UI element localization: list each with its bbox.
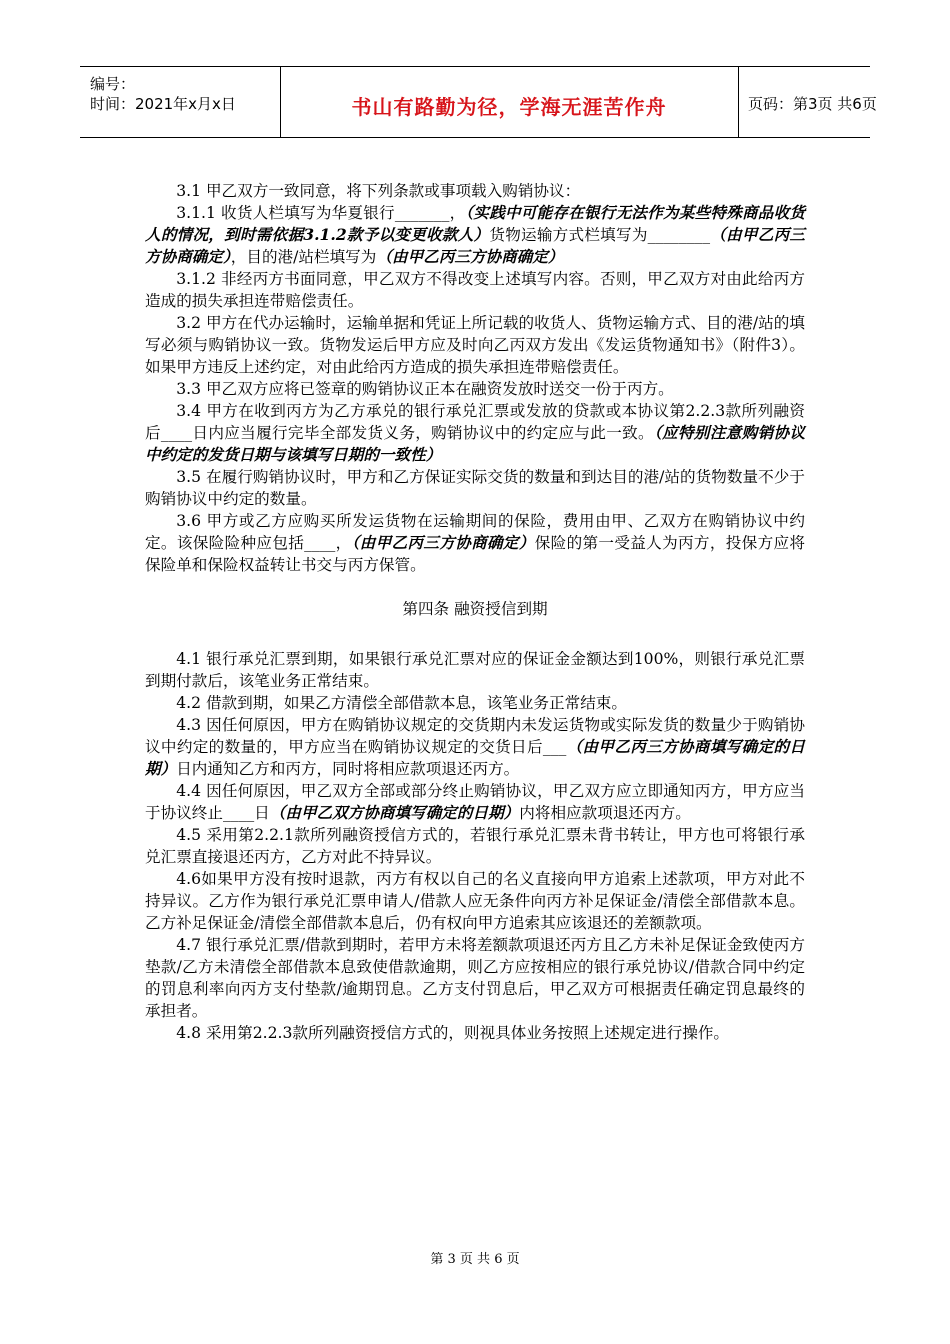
- paragraph: 4.6如果甲方没有按时退款，丙方有权以自己的名义直接向甲方追索上述款项，甲方对此不持异议。乙方作为银行承兑汇票申请人/借款人应无条件向丙方补足保证金/清偿全部借款本息。乙方补足保证金/清偿全部借款本息后，仍有权向甲方追索其应该退还的差额款项。: [145, 870, 805, 932]
- paragraph: 4.4 因任何原因，甲乙双方全部或部分终止购销协议，甲乙双方应立即通知丙方，甲方应当于协议终止____日（由甲乙双方协商填写确定的日期）内将相应款项退还丙方。: [145, 782, 805, 822]
- paragraph: 4.1 银行承兑汇票到期，如果银行承兑汇票对应的保证金金额达到100%，则银行承兑汇票到期付款后，该笔业务正常结束。: [145, 650, 805, 690]
- header-page-number: 页码：第3页 共6页: [748, 95, 877, 113]
- paragraph: 4.8 采用第2.2.3款所列融资授信方式的，则视具体业务按照上述规定进行操作。: [176, 1024, 730, 1042]
- section-heading: 第四条 融资授信到期: [402, 600, 548, 618]
- paragraph: 3.5 在履行购销协议时，甲方和乙方保证实际交货的数量和到达目的港/站的货物数量不少于购销协议中约定的数量。: [145, 468, 805, 508]
- paragraph: 3.2 甲方在代办运输时，运输单据和凭证上所记载的收货人、货物运输方式、目的港/站的填写必须与购销协议一致。货物发运后甲方应及时向乙丙双方发出《发运货物通知书》（附件3）。如果甲方违反上述约定，对由此给丙方造成的损失承担连带赔偿责任。: [145, 314, 805, 376]
- page-footer: 第 3 页 共 6 页: [430, 1252, 520, 1267]
- emphasis-note: （由甲乙双方协商填写确定的日期）: [269, 803, 520, 822]
- paragraph: 3.3 甲乙双方应将已签章的购销协议正本在融资发放时送交一份于丙方。: [176, 380, 674, 398]
- paragraph: 3.4 甲方在收到丙方为乙方承兑的银行承兑汇票或发放的贷款或本协议第2.2.3款所列融资后____日内应当履行完毕全部发货义务，购销协议中的约定应与此一致。（应特别注意购销协议中约定的发货日期与该填写日期的一致性）: [145, 402, 805, 464]
- header-meta-cell: [80, 67, 281, 137]
- emphasis-note: （由甲乙丙三方协商确定）: [351, 533, 535, 552]
- paragraph: 4.7 银行承兑汇票/借款到期时，若甲方未将差额款项退还丙方且乙方未补足保证金致使丙方垫款/乙方未清偿全部借款本息致使借款逾期，则乙方应按相应的银行承兑协议/借款合同中约定的罚息利率向丙方支付垫款/逾期罚息。乙方支付罚息后，甲乙双方可根据责任确定罚息最终的承担者。: [145, 936, 805, 1020]
- emphasis-note: （由甲乙丙三方协商确定）: [376, 247, 564, 266]
- header-motto: 书山有路勤为径，学海无涯苦作舟: [351, 95, 667, 119]
- paragraph: 4.2 借款到期，如果乙方清偿全部借款本息，该笔业务正常结束。: [176, 694, 627, 712]
- emphasis-note: （由甲乙丙三方协商填写确定的日期）: [145, 737, 805, 778]
- emphasis-note: （应特别注意购销协议中约定的发货日期与该填写日期的一致性）: [145, 423, 805, 464]
- header-motto-cell: [280, 67, 739, 137]
- document-code-label: 编号：: [90, 75, 136, 93]
- page-header: [80, 66, 877, 138]
- paragraph: 3.1.1 收货人栏填写为华夏银行_______，（实践中可能存在银行无法作为某些特殊商品收货人的情况，到时需依据3.1.2款予以变更收款人）货物运输方式栏填写为________（由甲乙丙三方协商确定），目的港/站栏填写为（由甲乙丙三方协商确定）: [145, 203, 805, 266]
- document-body: [145, 180, 805, 1044]
- emphasis-note: （由甲乙丙三方协商确定）: [145, 225, 805, 266]
- emphasis-note: （实践中可能存在银行无法作为某些特殊商品收货人的情况，到时需依据3.1.2款予以变更收款人）: [145, 203, 805, 244]
- paragraph: 4.5 采用第2.2.1款所列融资授信方式的，若银行承兑汇票未背书转让，甲方也可将银行承兑汇票直接退还丙方，乙方对此不持异议。: [145, 826, 805, 866]
- paragraph: 4.3 因任何原因，甲方在购销协议规定的交货期内未发运货物或实际发货的数量少于购销协议中约定的数量的，甲方应当在购销协议规定的交货日后___（由甲乙丙三方协商填写确定的日期）日内通知乙方和丙方，同时将相应款项退还丙方。: [145, 716, 805, 778]
- paragraph: 3.6 甲方或乙方应购买所发运货物在运输期间的保险，费用由甲、乙双方在购销协议中约定。该保险险种应包括____，（由甲乙丙三方协商确定）保险的第一受益人为丙方，投保方应将保险单和保险权益转让书交与丙方保管。: [145, 512, 805, 574]
- paragraph: 3.1.2 非经丙方书面同意，甲乙双方不得改变上述填写内容。否则，甲乙双方对由此给丙方造成的损失承担连带赔偿责任。: [145, 270, 805, 310]
- document-time-label: 时间：2021年x月x日: [90, 95, 236, 113]
- header-page-cell: [738, 67, 877, 137]
- paragraph: 3.1 甲乙双方一致同意，将下列条款或事项载入购销协议：: [176, 182, 581, 200]
